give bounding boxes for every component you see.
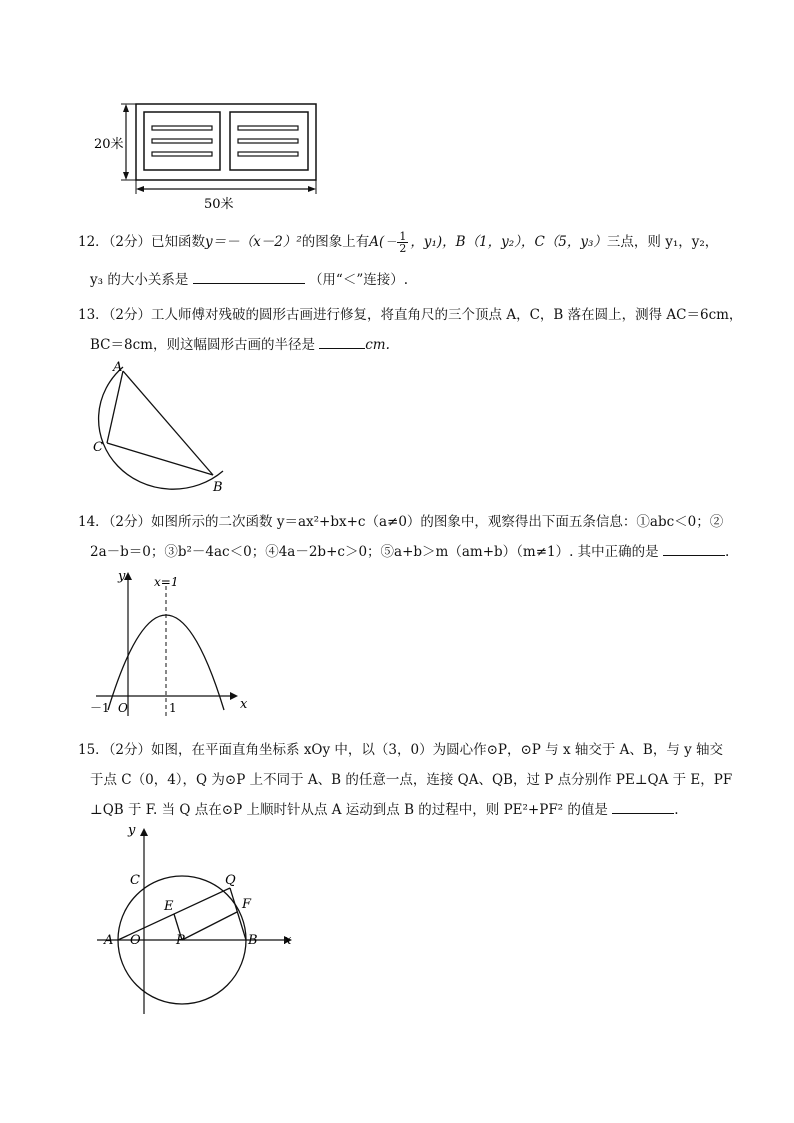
width-label: 50米 — [204, 197, 234, 212]
question-score: （2分） — [108, 307, 152, 323]
circle-painting-figure — [85, 355, 235, 495]
question-number: 14． — [78, 514, 109, 530]
question-13-line2: BC＝8cm，则这幅圆形古画的半径是 cm. — [90, 337, 390, 353]
question-number: 13． — [78, 307, 109, 323]
label-a: A — [113, 360, 123, 375]
answer-blank[interactable] — [663, 543, 725, 556]
question-score: （2分） — [108, 742, 152, 758]
question-13: 13．（2分）工人师傅对残破的圆形古画进行修复，将直角尺的三个顶点 A，C，B 落在圆上，测得 AC＝6cm， — [78, 307, 743, 323]
x-axis-label: x — [240, 697, 248, 712]
label-c: C — [130, 873, 140, 888]
question-12: 12．（2分）已知函数y＝－（x－2）²的图象上有A( － $\frac{1}{2}$ ，y₁)，B（1，y₂），C（5，y₃）三点，则 y₁，y₂， — [78, 230, 719, 255]
question-number: 15． — [78, 742, 109, 758]
label-a: A — [104, 933, 114, 948]
label-x: x — [284, 933, 292, 948]
symmetry-label: x=1 — [154, 575, 179, 589]
function-expression: y＝－（x－2）² — [205, 234, 302, 250]
one-label: 1 — [169, 701, 177, 715]
question-15: 15．（2分）如图，在平面直角坐标系 xOy 中，以（3，0）为圆心作⊙P，⊙P 与 x 轴交于 A、B，与 y 轴交 — [78, 742, 724, 758]
circle-coordinate-figure — [92, 822, 302, 1017]
label-b: B — [213, 480, 223, 495]
question-score: （2分） — [108, 514, 152, 530]
question-15-line2: 于点 C（0，4），Q 为⊙P 上不同于 A、B 的任意一点，连接 QA、QB，过 P 点分别作 PE⊥QA 于 E，PF — [90, 772, 733, 788]
question-15-line3: ⊥QB 于 F. 当 Q 点在⊙P 上顺时针从点 A 运动到点 B 的过程中，则 PE²+PF² 的值是 . — [90, 802, 679, 818]
question-12-line2: y₃ 的大小关系是 （用“＜”连接）. — [90, 272, 409, 288]
field-diagram — [88, 98, 328, 213]
question-score: （2分） — [108, 234, 152, 250]
answer-blank[interactable] — [319, 336, 365, 349]
height-label: 20米 — [94, 137, 124, 152]
answer-blank[interactable] — [193, 271, 305, 284]
question-number: 12． — [78, 234, 109, 250]
label-p: P — [176, 933, 185, 948]
y-axis-label: y — [118, 569, 126, 584]
origin-label: O — [118, 701, 128, 715]
label-e: E — [164, 899, 174, 914]
question-14: 14．（2分）如图所示的二次函数 y＝ax²+bx+c（a≠0）的图象中，观察得出下面五条信息：①abc＜0；② — [78, 514, 724, 530]
label-o: O — [130, 933, 141, 948]
question-14-line2: 2a－b＝0；③b²－4ac＜0；④4a－2b+c＞0；⑤a+b＞m（am+b）（m≠1）. 其中正确的是 . — [90, 544, 730, 560]
minus-one-label: －1 — [90, 701, 110, 715]
label-y: y — [128, 823, 136, 838]
parabola-figure — [88, 560, 258, 720]
answer-blank[interactable] — [612, 801, 674, 814]
label-b: B — [248, 933, 258, 948]
label-f: F — [242, 897, 252, 912]
label-q: Q — [225, 873, 236, 888]
fraction: － $\frac{1}{2}$ — [386, 230, 407, 255]
label-c: C — [93, 440, 103, 455]
